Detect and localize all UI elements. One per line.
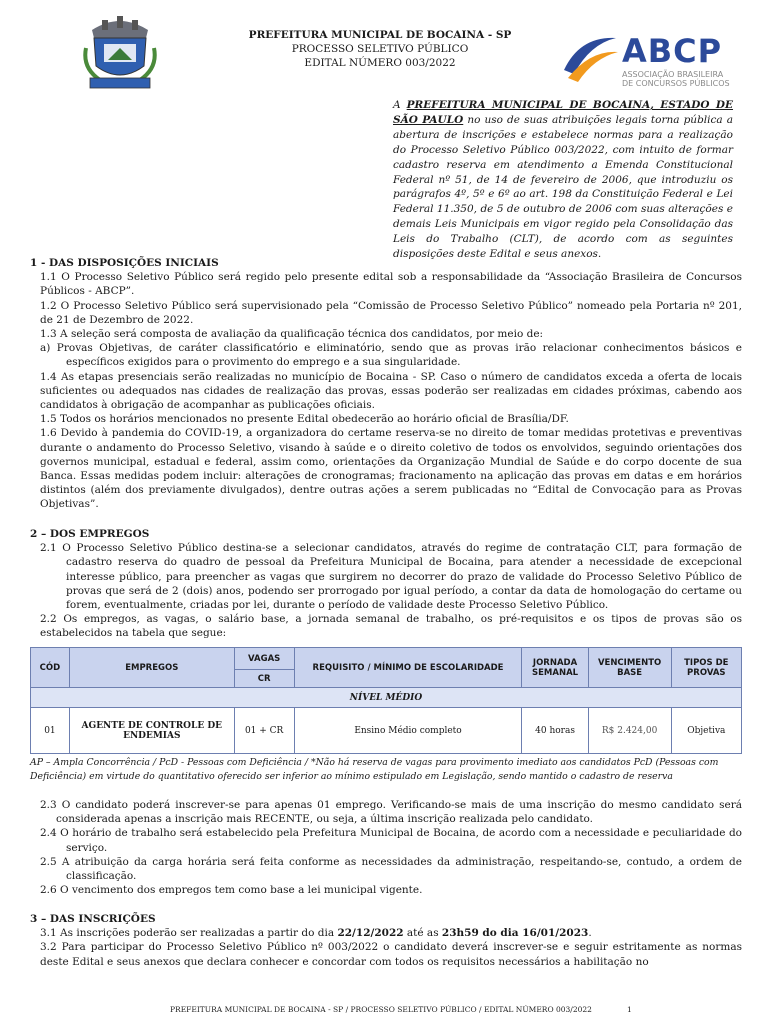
preamble: A PREFEITURA MUNICIPAL DE BOCAINA, ESTADO DE SÃO PAULO no uso de suas atribuições legais torna pública a abertura de inscrições e estabelece normas para a realização do Processo Seletivo Público 003/2022, com intuito de formar cadastro reserva em atendimento a Emenda Constitucional Federal nº 51, de 14 de fevereiro de 2006, que introduziu os parágrafos 4º, 5º e 6º ao art. 198 da Constituição Federal e Lei Federal 11.350, de 5 de outubro de 2006 com suas alterações e demais Leis Municipais em vigor regido pela Consolidação das Leis do Trabalho (CLT), de acordo com as seguintes disposições deste Edital e seus anexos. (393, 99, 734, 261)
paragraph: 1.2 O Processo Seletivo Público será supervisionado pela “Comissão de Processo Seletivo Público” nomeado pela Portaria nº 201, de 21 de Dezembro de 2022. (40, 299, 742, 326)
paragraph: 1.6 Devido à pandemia do COVID-19, a organizadora do certame reserva-se no direito de tomar medidas protetivas e preventivas durante o andamento do Processo Seletivo, visando à saúde e o direito coletivo de todos os envolvidos, seguindo orientações dos governos municipal, estadual e federal, assim como, orientações da Organização Mundial de Saúde e do corpo docente de sua Banca. Essas medidas podem incluir: alterações de cronogramas; fracionamento na aplicação das provas em datas e em horários distintos (além dos previamente divulgados), dentre outras ações a serem publicadas no “Edital de Convocação para as Provas Objetivas”. (40, 427, 742, 511)
paragraph: 3.1 As inscrições poderão ser realizadas a partir do dia 22/12/2022 até as 23h59 do dia 16/01/2023. (40, 927, 592, 940)
paragraph: 2.4 O horário de trabalho será estabelecido pela Prefeitura Municipal de Bocaina, de acordo com a necessidade e peculiaridade do serviço. (40, 827, 742, 854)
page-footer: PREFEITURA MUNICIPAL DE BOCAINA - SP / PROCESSO SELETIVO PÚBLICO / EDITAL NÚMERO 003/2022 (170, 1005, 592, 1014)
header-title: PREFEITURA MUNICIPAL DE BOCAINA - SP (248, 29, 512, 41)
header-subtitle: PROCESSO SELETIVO PÚBLICO (291, 43, 469, 55)
abcp-swoosh-icon (560, 30, 620, 86)
cell-emprego: AGENTE DE CONTROLE DE ENDEMIAS (69, 708, 234, 754)
paragraph: 1.4 As etapas presenciais serão realizadas no município de Bocaina - SP. Caso o número de candidatos exceda a oferta de locais suficientes ou adequados nas cidades de realização das provas, essas poderão ser realizadas em cidades próximas, cabendo aos candidatos à obrigação de acompanhar as publicações oficiais. (40, 370, 742, 412)
header-jornada: JORNADA SEMANAL (522, 648, 588, 688)
paragraph: 2.1 O Processo Seletivo Público destina-se a selecionar candidatos, através do regime de contratação CLT, para formação de cadastro reserva do quadro de pessoal da Prefeitura Municipal de Bocaina, para atender a necessidade de excepcional interesse público, para preencher as vagas que surgirem no decorrer do prazo de validade do Processo Seletivo Público de provas que será de 2 (dois) anos, podendo ser prorrogado por igual período, a contar da data de homologação do certame ou forem, eventualmente, criadas por lei, durante o período de validade deste Processo Seletivo Público. (40, 542, 742, 612)
section-title: 1 - DAS DISPOSIÇÕES INICIAIS (30, 257, 219, 269)
cell-cod: 01 (31, 708, 70, 754)
table-note: AP – Ampla Concorrência / PcD - Pessoas com Deficiência / *Não há reserva de vagas para provimento imediato aos candidatos PcD (Pessoas com Deficiência) em virtude do quantitativo oferecido ser inferior ao mínimo estipulado em Legislação, sendo mantido o cadastro de reserva (30, 757, 719, 782)
paragraph: 2.2 Os empregos, as vagas, o salário base, a jornada semanal de trabalho, os pré-requisitos e os tipos de provas são os estabelecidos na tabela que segue: (40, 613, 742, 640)
cell-jornada: 40 horas (522, 708, 588, 754)
document-header (200, 28, 560, 70)
header-cod: CÓD (31, 648, 70, 688)
section-1 (30, 256, 742, 512)
paragraph: 2.5 A atribuição da carga horária será feita conforme as necessidades da administração, respeitando-se, contudo, a ordem de classificação. (40, 855, 742, 883)
paragraph: 2.6 O vencimento dos empregos tem como base a lei municipal vigente. (40, 884, 423, 897)
cell-tipo: Objetiva (671, 708, 741, 754)
paragraph: a) Provas Objetivas, de caráter classificatório e eliminatório, sendo que as provas irão relacionar conhecimentos básicos e específicos exigidos para o provimento do emprego e a sua singularidade. (40, 342, 742, 369)
paragraph: 3.2 Para participar do Processo Seletivo Público nº 003/2022 o candidato deverá inscrever-se e seguir estritamente as normas deste Edital e seus anexos que declara conhecer e concordar com todos os requisitos necessários a habilitação no (40, 941, 742, 968)
abcp-logo (560, 30, 740, 90)
paragraph: 1.5 Todos os horários mencionados no presente Edital obedecerão ao horário oficial de Brasília/DF. (40, 413, 569, 426)
table-row (31, 708, 742, 754)
page-number: 1 (627, 1005, 632, 1014)
header-edital-number: EDITAL NÚMERO 003/2022 (304, 57, 456, 69)
employment-table (30, 647, 742, 754)
paragraph: 1.1 O Processo Seletivo Público será regido pelo presente edital sob a responsabilidade da “Associação Brasileira de Concursos Públicos - ABCP”. (40, 271, 742, 298)
section-3 (30, 912, 742, 969)
header-tipos: TIPOS DE PROVAS (671, 648, 741, 688)
header-empregos: EMPREGOS (69, 648, 234, 688)
header-requisito: REQUISITO / MÍNIMO DE ESCOLARIDADE (294, 648, 522, 688)
preamble-entity: PREFEITURA MUNICIPAL DE BOCAINA, ESTADO DE SÃO PAULO (393, 99, 734, 126)
abcp-wordmark: ABCP (622, 32, 723, 70)
header-cr: CR (234, 670, 294, 688)
cell-requisito: Ensino Médio completo (294, 708, 522, 754)
paragraph: 2.3 O candidato poderá inscrever-se para apenas 01 emprego. Verificando-se mais de uma inscrição do mesmo candidato será considerada apenas a inscrição mais RECENTE, ou seja, a última inscrição realizada pelo candidato. (40, 799, 742, 826)
section-title: 3 – DAS INSCRIÇÕES (30, 913, 156, 925)
section-2-continued (30, 798, 742, 897)
header-vencimento: VENCIMENTO BASE (588, 648, 671, 688)
section-2 (30, 527, 742, 641)
municipal-crest-icon (80, 8, 160, 92)
cell-vencimento: R$ 2.424,00 (588, 708, 671, 754)
cell-vagas: 01 + CR (234, 708, 294, 754)
paragraph: 1.3 A seleção será composta de avaliação da qualificação técnica dos candidatos, por meio de: (40, 328, 544, 341)
header-vagas: VAGAS (234, 648, 294, 670)
abcp-subtitle: ASSOCIAÇÃO BRASILEIRA DE CONCURSOS PÚBLICOS (622, 70, 730, 88)
level-row: NÍVEL MÉDIO (31, 688, 742, 708)
section-title: 2 – DOS EMPREGOS (30, 528, 150, 540)
